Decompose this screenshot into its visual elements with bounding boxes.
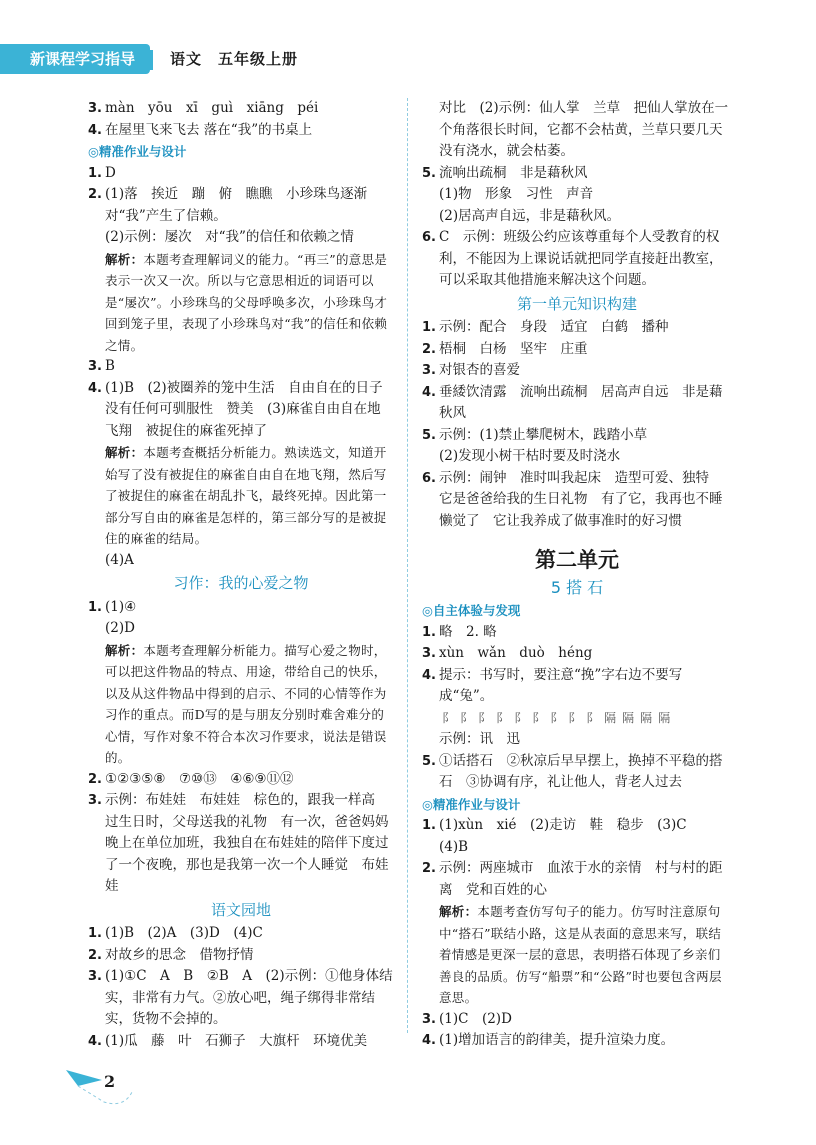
unit-title: 第二单元 xyxy=(535,548,619,572)
item-text: 示例：(1)禁止攀爬树木，践踏小草 xyxy=(439,426,648,443)
item-text: B xyxy=(105,358,115,374)
item-text: 垂緌饮清露 流响出疏桐 居高声自远 非是藉秋风 xyxy=(439,383,723,421)
stroke-step: 阝 xyxy=(550,710,563,725)
item-number: 2. xyxy=(422,861,436,876)
item-text: 示例：配合 身段 适宜 白鹤 播种 xyxy=(439,319,669,335)
explanation-text: 本题考查理解分析能力。描写心爱之物时，可以把这件物品的特点、用途，带给自己的快乐，以及从这件物品中得到的启示、不同的心情等作为习作的重点。而D写的是与朋友分别时难舍难分的心情，写作对象不符合本次习作要求，说法是错误的。 xyxy=(105,642,387,765)
item-number: 3. xyxy=(88,793,102,808)
stroke-step: 阝 xyxy=(478,710,491,725)
explanation xyxy=(422,901,732,1009)
item-number: 1. xyxy=(88,926,102,941)
stroke-step: 阝 xyxy=(460,710,473,725)
item-text: 梧桐 白杨 坚牢 庄重 xyxy=(439,340,588,357)
page-number: 2 xyxy=(104,1072,116,1091)
part-title: 语文园地 xyxy=(210,900,271,919)
sub-answer: (1)物 形象 习性 声音 xyxy=(439,186,594,202)
item-number: 2. xyxy=(88,187,102,202)
header-decoration xyxy=(140,50,155,70)
stroke-step: 阝 xyxy=(568,710,581,725)
answer-item xyxy=(422,227,732,292)
answer-item xyxy=(422,339,732,361)
item-number: 4. xyxy=(88,122,102,138)
stroke-step: 隔 xyxy=(604,710,617,725)
item-number: 2. xyxy=(422,341,436,357)
stroke-step: 阝 xyxy=(514,710,527,725)
item-text: ①话搭石 ②秋凉后早早摆上，换掉不平稳的搭石 ③协调有序，礼让他人，背老人过去 xyxy=(439,752,723,790)
stroke-step: 隔 xyxy=(622,710,635,725)
answer-item xyxy=(88,356,394,378)
answer-item xyxy=(422,1030,732,1052)
answer-item xyxy=(88,597,394,619)
answer-item xyxy=(88,790,394,898)
item-text: (1)①C A B ②B A (2)示例：①他身体结实，非常有力气。②放心吧，绳子绑得非常结实，货物不会掉的。 xyxy=(105,968,393,1027)
stroke-step: 隔 xyxy=(640,710,653,725)
answer-item xyxy=(88,98,394,120)
item-number: 4. xyxy=(88,1033,102,1049)
item-text: màn yōu xī guì xiāng péi xyxy=(105,100,319,116)
answer-item xyxy=(88,769,394,791)
item-number: 4. xyxy=(88,380,102,396)
item-number: 5. xyxy=(422,753,436,769)
section-heading: ◎精准作业与设计 xyxy=(88,144,187,159)
item-number: 6. xyxy=(422,470,436,486)
item-text: (1)xùn xié (2)走访 鞋 稳步 (3)C xyxy=(439,817,687,833)
item-number: 1. xyxy=(88,165,102,181)
item-text: 示例：布娃娃 布娃娃 棕色的，跟我一样高 过生日时，父母送我的礼物 有一次，爸爸妈妈晚上在单位加班，我独自在布娃娃的陪伴下度过了一个夜晚，那也是我第一次一个人睡觉 布娃娃 xyxy=(105,792,389,894)
answer-item xyxy=(88,966,394,1031)
part-title: 第一单元知识构建 xyxy=(516,294,637,313)
answer-item xyxy=(422,643,732,665)
book-title: 语文 五年级上册 xyxy=(170,50,299,68)
answer-item xyxy=(88,1031,394,1053)
item-number: 1. xyxy=(422,320,436,335)
sub-answer: (2)居高声自远，非是藉秋风。 xyxy=(439,207,621,224)
sub-answer: 示例：讯 迅 xyxy=(439,731,520,747)
answer-item xyxy=(88,120,394,142)
explanation-text: 本题考查仿写句子的能力。仿写时注意原句中“搭石”联结小路，这是从表面的意思来写，联结着情感是更深一层的意思，表明搭石体现了乡亲们善良的品质。仿写“船票”和“公路”时也要包含两层意思。 xyxy=(439,904,722,1005)
answer-item xyxy=(422,858,732,901)
item-text: (1)C (2)D xyxy=(439,1010,512,1027)
answer-item xyxy=(422,815,732,837)
sub-answer: (2)示例：屡次 对“我”的信任和依赖之情 xyxy=(105,229,354,245)
item-number: 3. xyxy=(88,359,102,374)
stroke-order xyxy=(422,708,732,730)
explanation-text: 本题考查概括分析能力。熟读选文，知道开始写了没有被捉住的麻雀自由自在地飞翔，然后写了被捉住的麻雀在胡乱扑飞，最终死掉。因此第一部分写自由的麻雀是怎样的，第三部分写的是被捉住的麻雀的结局。 xyxy=(105,445,387,546)
explanation xyxy=(88,442,394,550)
item-number: 4. xyxy=(422,667,436,683)
item-number: 3. xyxy=(88,969,102,984)
item-text: xùn wǎn duò héng xyxy=(439,645,593,661)
item-text: C 示例：班级公约应该尊重每个人受教育的权利，不能因为上课说话就把同学直接赶出教室，可以采取其他措施来解决这个问题。 xyxy=(439,229,723,288)
stroke-step: 隔 xyxy=(658,710,671,725)
answer-item xyxy=(422,382,732,425)
lesson-title: 5 搭 石 xyxy=(550,578,604,597)
answer-item xyxy=(88,378,397,443)
item-text: (1)落 挨近 蹦 俯 瞧瞧 小珍珠鸟逐渐对“我”产生了信赖。 xyxy=(105,186,368,224)
answer-item xyxy=(88,923,394,945)
answer-item xyxy=(422,360,732,382)
explanation-label: 解析： xyxy=(439,904,478,919)
item-number: 1. xyxy=(422,818,436,833)
answer-item xyxy=(422,163,732,185)
column-divider xyxy=(407,98,408,1033)
item-number: 5. xyxy=(422,165,436,181)
series-badge: 新课程学习指导 xyxy=(0,44,150,74)
explanation-text: 本题考查理解词义的能力。“再三”的意思是表示一次又一次。所以与它意思相近的词语可以是“屡次”。小珍珠鸟的父母呼唤多次，小珍珠鸟才回到笼子里，表现了小珍珠鸟对“我”的信任和依赖之情。 xyxy=(105,251,388,353)
right-column xyxy=(422,98,732,1052)
item-number: 3. xyxy=(422,363,436,378)
item-text: 对故乡的思念 借物抒情 xyxy=(105,946,254,963)
sub-answer: (2)D xyxy=(105,620,135,636)
item-number: 3. xyxy=(422,646,436,661)
item-text: 流响出疏桐 非是藉秋风 xyxy=(439,164,588,181)
section-heading: ◎精准作业与设计 xyxy=(422,796,521,812)
sub-answer: 对比 (2)示例：仙人掌 兰草 把仙人掌放在一个角落很长时间，它都不会枯黄，兰草只要几天没有浇水，就会枯萎。 xyxy=(439,100,729,159)
stroke-step: 阝 xyxy=(532,710,545,725)
explanation-label: 解析： xyxy=(105,445,144,460)
item-number: 4. xyxy=(422,1033,436,1048)
answer-item xyxy=(422,1009,732,1031)
explanation-label: 解析： xyxy=(105,642,144,658)
part-title: 习作：我的心爱之物 xyxy=(173,574,309,592)
answer-item xyxy=(88,945,394,967)
item-text: 示例：两座城市 血浓于水的亲情 村与村的距离 党和百姓的心 xyxy=(439,860,723,898)
answer-item xyxy=(422,317,732,339)
item-number: 6. xyxy=(422,230,436,245)
section-heading: ◎自主体验与发现 xyxy=(422,603,521,618)
item-text: 提示：书写时，要注意“挽”字右边不要写成“兔”。 xyxy=(439,666,683,704)
item-text: (1)B (2)被圈养的笼中生活 自由自在的日子 没有任何可驯服性 赞美 (3)麻雀自由自在地飞翔 被捉住的麻雀死掉了 xyxy=(105,379,397,439)
item-number: 1. xyxy=(422,624,436,640)
answer-item xyxy=(422,665,732,708)
answer-item xyxy=(422,468,732,533)
explanation xyxy=(88,249,394,357)
paper-plane-icon xyxy=(64,1062,134,1112)
item-text: 在屋里飞来飞去 落在“我”的书桌上 xyxy=(105,121,313,138)
answer-item xyxy=(88,163,394,185)
item-text: ①②③⑤⑧ ⑦⑩⑬ ④⑥⑨⑪⑫ xyxy=(105,770,294,787)
item-number: 1. xyxy=(88,599,102,615)
item-text: 略 2. 略 xyxy=(439,623,497,640)
item-number: 4. xyxy=(422,384,436,400)
explanation xyxy=(88,640,394,769)
stroke-step: 阝 xyxy=(586,710,599,725)
sub-answer: (4)B xyxy=(439,838,469,855)
item-text: (1)B (2)A (3)D (4)C xyxy=(105,925,263,941)
sub-answer: (4)A xyxy=(105,551,134,568)
item-text: 对银杏的喜爱 xyxy=(439,362,520,378)
item-text: D xyxy=(105,164,116,181)
sub-answer: (2)发现小树干枯时要及时浇水 xyxy=(439,448,621,464)
answer-item xyxy=(88,184,394,227)
item-number: 5. xyxy=(422,427,436,443)
left-column xyxy=(88,98,397,1052)
stroke-step: 阝 xyxy=(442,710,455,725)
stroke-step: 阝 xyxy=(496,710,509,725)
item-number: 2. xyxy=(88,771,102,787)
answer-item xyxy=(422,751,732,794)
item-text: (1)④ xyxy=(105,598,137,615)
item-text: (1)增加语言的韵律美，提升渲染力度。 xyxy=(439,1032,675,1048)
item-text: (1)瓜 藤 叶 石狮子 大旗杆 环境优美 xyxy=(105,1032,368,1049)
item-number: 3. xyxy=(88,101,102,116)
answer-item xyxy=(422,425,732,447)
item-number: 3. xyxy=(422,1011,436,1027)
answer-item xyxy=(422,622,732,644)
explanation-label: 解析： xyxy=(105,251,144,267)
item-number: 2. xyxy=(88,947,102,963)
item-text: 示例：闹钟 准时叫我起床 造型可爱、独特 它是爸爸给我的生日礼物 有了它，我再也不睡懒觉了 它让我养成了做事准时的好习惯 xyxy=(439,469,723,529)
